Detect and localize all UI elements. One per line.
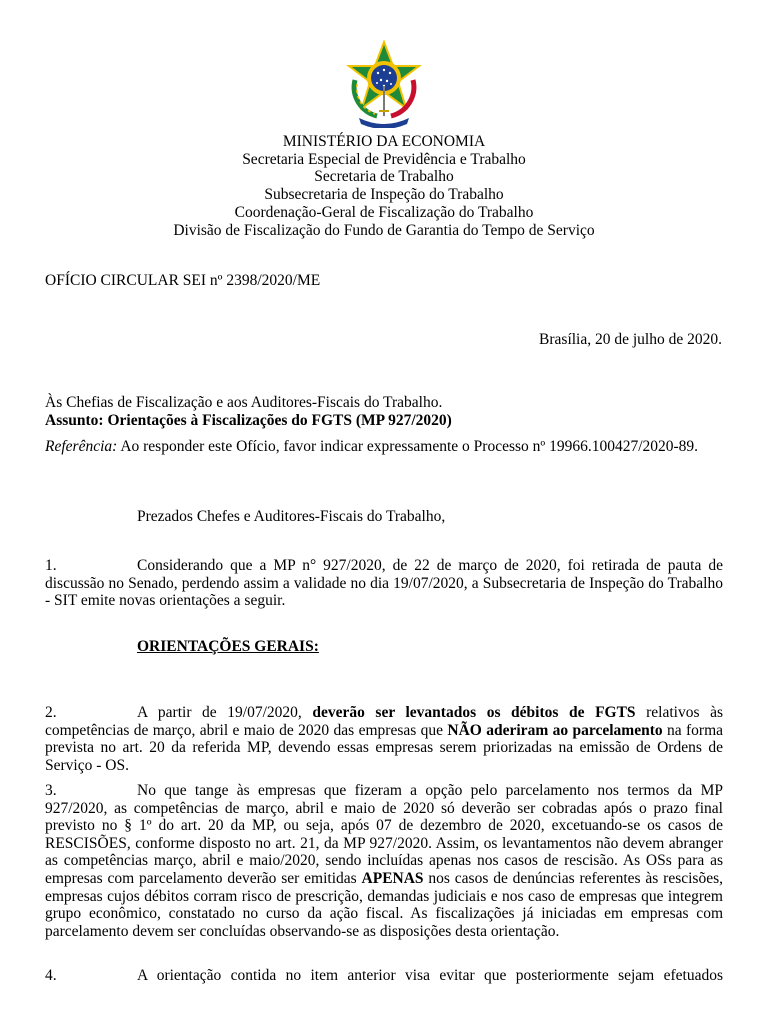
subject-line: Assunto: Orientações à Fiscalizações do FGTS (MP 927/2020)	[45, 412, 452, 429]
letterhead-line: Secretaria Especial de Previdência e Trabalho	[242, 150, 526, 168]
paragraph-4	[45, 967, 723, 985]
paragraph-bold-text: deverão ser levantados os débitos de FGTS	[312, 704, 636, 721]
paragraph-text: A partir de 19/07/2020,	[137, 704, 313, 721]
reference-label: Referência:	[45, 438, 118, 455]
paragraph-text: A orientação contida no item anterior visa evitar que posteriormente sejam efetuados	[137, 967, 723, 984]
ministry-name: MINISTÉRIO DA ECONOMIA	[282, 133, 486, 150]
reference-line	[45, 438, 723, 456]
paragraph-bold-text: NÃO aderiram ao parcelamento	[447, 721, 663, 739]
paragraph-number: 1.	[45, 557, 57, 574]
paragraph-3	[45, 782, 723, 940]
addressee: Às Chefias de Fiscalização e aos Auditores-Fiscais do Trabalho.	[45, 394, 443, 411]
paragraph-text: Considerando que a MP n° 927/2020, de 22 de março de 2020, foi retirada de pauta de discussão no Senado, perdendo assim a validade no dia 19/07/2020, a Subsecretaria de Inspeção do Trabalho - SIT emite novas orientações a seguir.	[45, 557, 723, 610]
document-number: OFÍCIO CIRCULAR SEI nº 2398/2020/ME	[45, 272, 321, 289]
greeting: Prezados Chefes e Auditores-Fiscais do Trabalho,	[137, 508, 446, 525]
paragraph-number: 4.	[45, 967, 57, 984]
section-title: ORIENTAÇÕES GERAIS:	[137, 638, 319, 655]
paragraph-2	[45, 704, 723, 774]
letterhead-line: Coordenação-Geral de Fiscalização do Trabalho	[234, 203, 534, 221]
letterhead-line: Divisão de Fiscalização do Fundo de Garantia do Tempo de Serviço	[173, 221, 595, 239]
paragraph-text: nos casos de denúncias referentes às rescisões, empresas cujos débitos corram risco de prescrição, demandas judiciais e nos caso de empresas que integrem grupo econômico, constatado no curso da ação fiscal. As fiscalizações já iniciadas em empresas com parcelamento devem ser concluídas observando-se as disposições desta orientação.	[45, 869, 724, 940]
paragraph-text: relativos às competências de março, abril e maio de 2020 das empresas que	[45, 704, 723, 739]
reference-text: Ao responder este Ofício, favor indicar expressamente o Processo nº 19966.100427/2020-89.	[117, 438, 699, 455]
letterhead	[0, 133, 768, 239]
paragraph-1	[45, 557, 723, 610]
document-date: Brasília, 20 de julho de 2020.	[539, 331, 722, 348]
paragraph-number: 3.	[45, 782, 57, 799]
paragraph-text: na forma prevista no art. 20 da referida MP, devendo essas empresas serem priorizadas na emissão de Ordens de Serviço - OS.	[45, 721, 724, 774]
paragraph-text: No que tange às empresas que fizeram a opção pelo parcelamento nos termos da MP 927/2020, as competências de março, abril e maio de 2020 só deverão ser cobradas após o prazo final previsto no § 1º do art. 20 da MP, ou seja, após 07 de dezembro de 2020, excetuando-se os casos de RESCISÕES, conforme disposto no art. 21, da MP 927/2020. Assim, os levantamentos não devem abranger as competências março, abril e maio/2020, sendo incluídas apenas nos casos de rescisão. As OSs para as empresas com parcelamento deverão ser emitidas	[45, 782, 723, 887]
letterhead-line: Secretaria de Trabalho	[314, 168, 454, 186]
paragraph-bold-text: APENAS	[361, 869, 424, 887]
paragraph-number: 2.	[45, 704, 57, 721]
letterhead-line: Subsecretaria de Inspeção do Trabalho	[264, 186, 504, 204]
brazil-coat-of-arms-emblem	[341, 40, 427, 128]
